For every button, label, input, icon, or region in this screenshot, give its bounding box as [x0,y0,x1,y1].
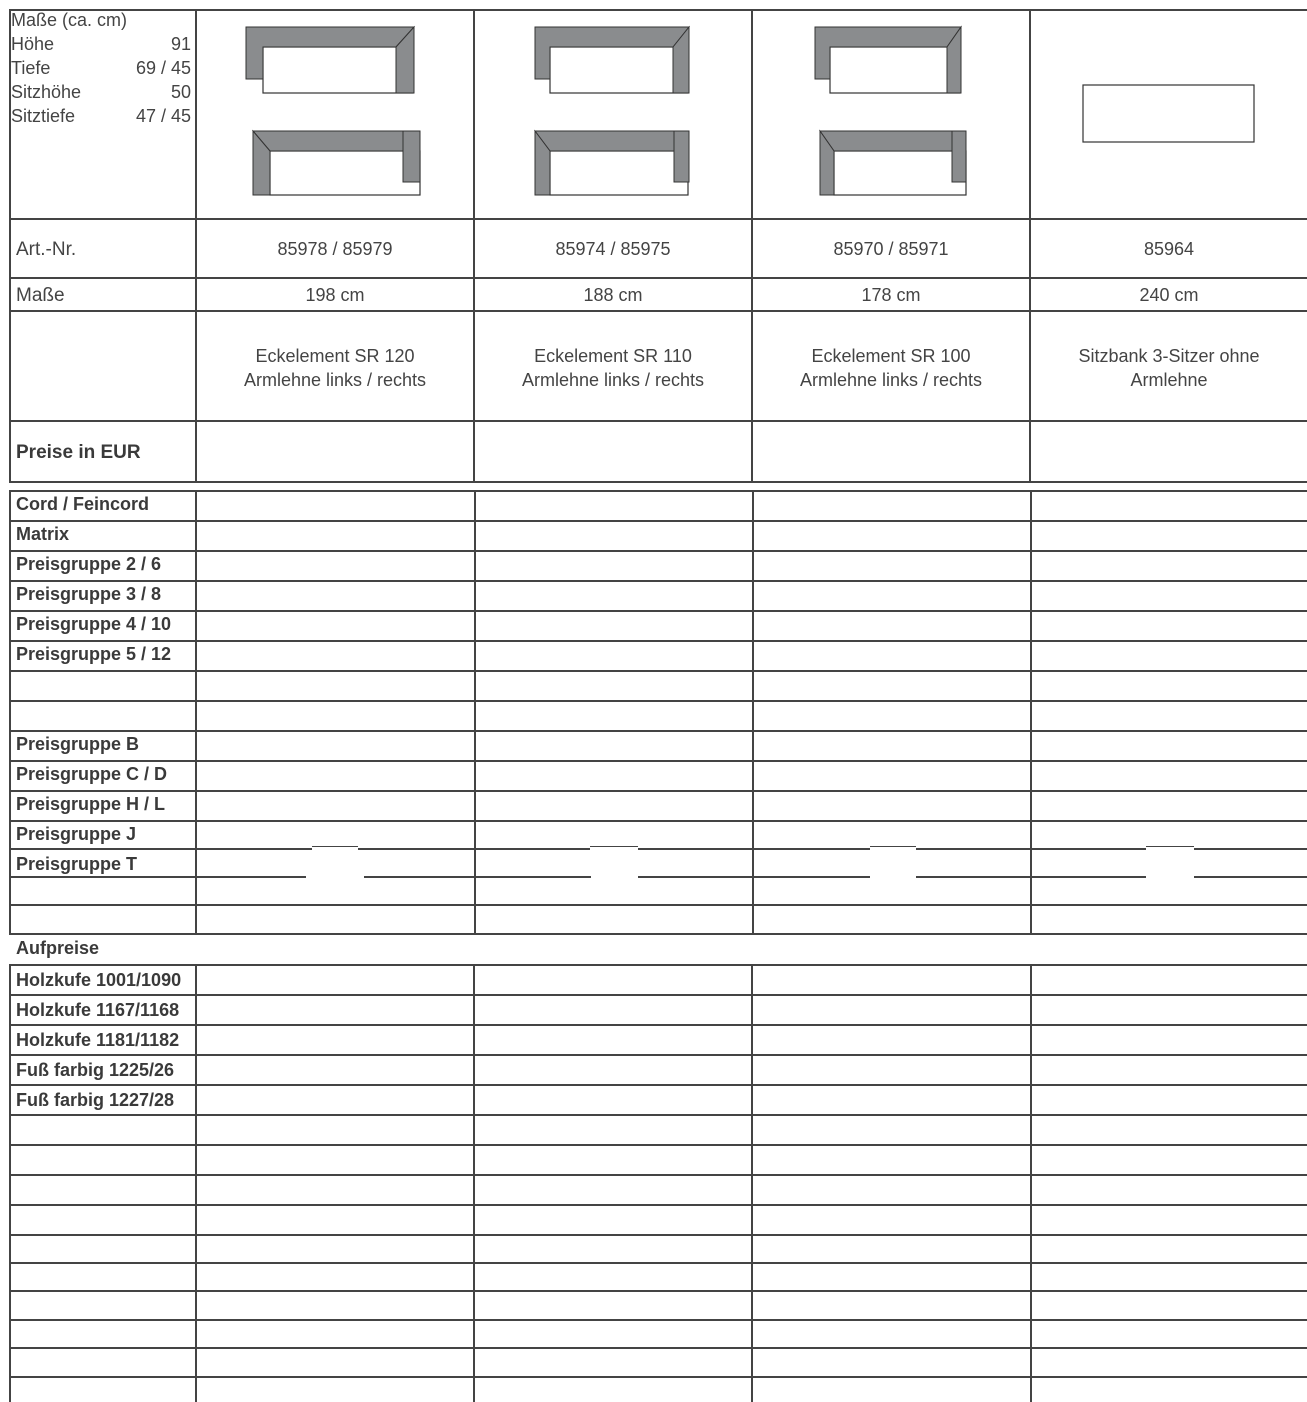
price-group-label: Cord / Feincord [16,494,150,514]
grid-line [9,9,11,483]
grid-line [9,1114,1307,1116]
grid-line [1146,846,1194,847]
product-name-line: Sitzbank 3-Sitzer ohne [1078,346,1260,366]
grid-line [474,490,476,935]
grid-line [9,1234,1307,1236]
grid-line [9,820,1307,822]
dimensions-heading: Maße (ca. cm) [11,10,128,30]
product-name-line: Eckelement SR 120 [255,346,415,366]
grid-line [870,846,916,847]
dimension-value: 91 [170,34,191,54]
grid-line [1030,848,1146,850]
grid-line [9,277,1307,279]
grid-line [9,1204,1307,1206]
width-value: 178 cm [861,285,921,305]
art-nr-label: Art.-Nr. [16,239,77,260]
product-name [475,344,751,392]
width-value: 198 cm [305,285,365,305]
masse-label: Maße [16,285,65,306]
product-name-line: Armlehne links / rechts [243,370,427,390]
surcharge-label: Holzkufe 1181/1182 [16,1030,180,1050]
grid-line [9,933,1307,935]
grid-line [752,490,754,935]
dimension-value: 47 / 45 [135,106,191,126]
grid-line [9,9,1307,11]
grid-line [916,848,1030,850]
price-group-label: Preisgruppe J [16,824,137,844]
grid-line [9,1054,1307,1056]
width-value: 188 cm [583,285,643,305]
grid-line [9,420,1307,422]
grid-line [9,994,1307,996]
grid-line [9,1347,1307,1349]
grid-line [196,876,306,878]
dimension-value: 50 [170,82,191,102]
dimension-row [11,34,191,55]
grid-line [364,876,591,878]
width-value: 240 cm [1139,285,1199,305]
grid-line [9,848,196,850]
price-group-label: Preisgruppe C / D [16,764,168,784]
product-name-line: Armlehne links / rechts [521,370,705,390]
grid-line [473,964,475,1402]
product-name [1031,344,1307,392]
product-name-line: Armlehne [1130,370,1208,390]
product-name [753,344,1029,392]
grid-line [9,730,1307,732]
corner-sofa-icon [535,27,695,199]
product-name-line: Eckelement SR 100 [811,346,971,366]
price-group-label: Preisgruppe B [16,734,140,754]
surcharge-label: Holzkufe 1001/1090 [16,970,182,990]
grid-line [9,481,1307,483]
grid-line [752,848,870,850]
grid-line [9,1262,1307,1264]
dimension-label: Sitzhöhe [11,82,82,102]
art-nr-value: 85970 / 85971 [833,239,949,259]
dimension-label: Tiefe [11,58,51,78]
dimension-label: Sitztiefe [11,106,76,126]
grid-line [195,964,197,1402]
grid-line [9,790,1307,792]
grid-line [751,964,753,1402]
surcharge-label: Fuß farbig 1225/26 [16,1060,175,1080]
grid-line [638,848,752,850]
grid-line [9,670,1307,672]
grid-line [1030,964,1032,1402]
preise-label: Preise in EUR [16,442,141,463]
grid-line [9,218,1307,220]
grid-line [9,760,1307,762]
product-name-line: Armlehne links / rechts [799,370,983,390]
corner-sofa-icon [246,27,422,199]
grid-line [9,1174,1307,1176]
dimension-row [11,58,191,79]
grid-line [9,1144,1307,1146]
grid-line [9,610,1307,612]
surcharges-heading: Aufpreise [16,938,100,958]
grid-line [9,876,196,878]
grid-line [1030,490,1032,935]
grid-line [9,640,1307,642]
grid-line [9,904,1307,906]
grid-line [9,1024,1307,1026]
grid-line [9,580,1307,582]
grid-line [9,964,1307,966]
grid-line [590,846,638,847]
dimension-row [11,106,191,127]
price-group-label: Matrix [16,524,70,544]
dimension-row [11,82,191,103]
grid-line [9,964,11,1402]
art-nr-value: 85978 / 85979 [277,239,393,259]
grid-line [474,848,590,850]
dimension-value: 69 / 45 [135,58,191,78]
grid-line [9,700,1307,702]
grid-line [9,490,1307,492]
grid-line [9,1290,1307,1292]
price-group-label: Preisgruppe T [16,854,138,874]
grid-line [358,848,474,850]
product-name-line: Eckelement SR 110 [534,346,692,366]
grid-line [9,1319,1307,1321]
product-name [197,344,473,392]
grid-line [1194,876,1307,878]
grid-line [9,490,11,935]
price-group-label: Preisgruppe 3 / 8 [16,584,162,604]
art-nr-value: 85974 / 85975 [555,239,671,259]
price-group-label: Preisgruppe 5 / 12 [16,644,172,664]
bench-icon [1082,84,1258,146]
surcharge-label: Holzkufe 1167/1168 [16,1000,180,1020]
price-group-label: Preisgruppe H / L [16,794,166,814]
grid-line [638,876,870,878]
grid-line [9,1084,1307,1086]
art-nr-value: 85964 [1143,239,1195,259]
grid-line [9,1376,1307,1378]
price-group-label: Preisgruppe 4 / 10 [16,614,172,634]
corner-sofa-icon [815,27,969,199]
surcharge-label: Fuß farbig 1227/28 [16,1090,175,1110]
grid-line [9,520,1307,522]
grid-line [196,848,312,850]
grid-line [9,550,1307,552]
grid-line [1194,848,1307,850]
grid-line [312,846,358,847]
dimension-label: Höhe [11,34,55,54]
grid-line [195,490,197,935]
price-group-label: Preisgruppe 2 / 6 [16,554,162,574]
grid-line [9,310,1307,312]
